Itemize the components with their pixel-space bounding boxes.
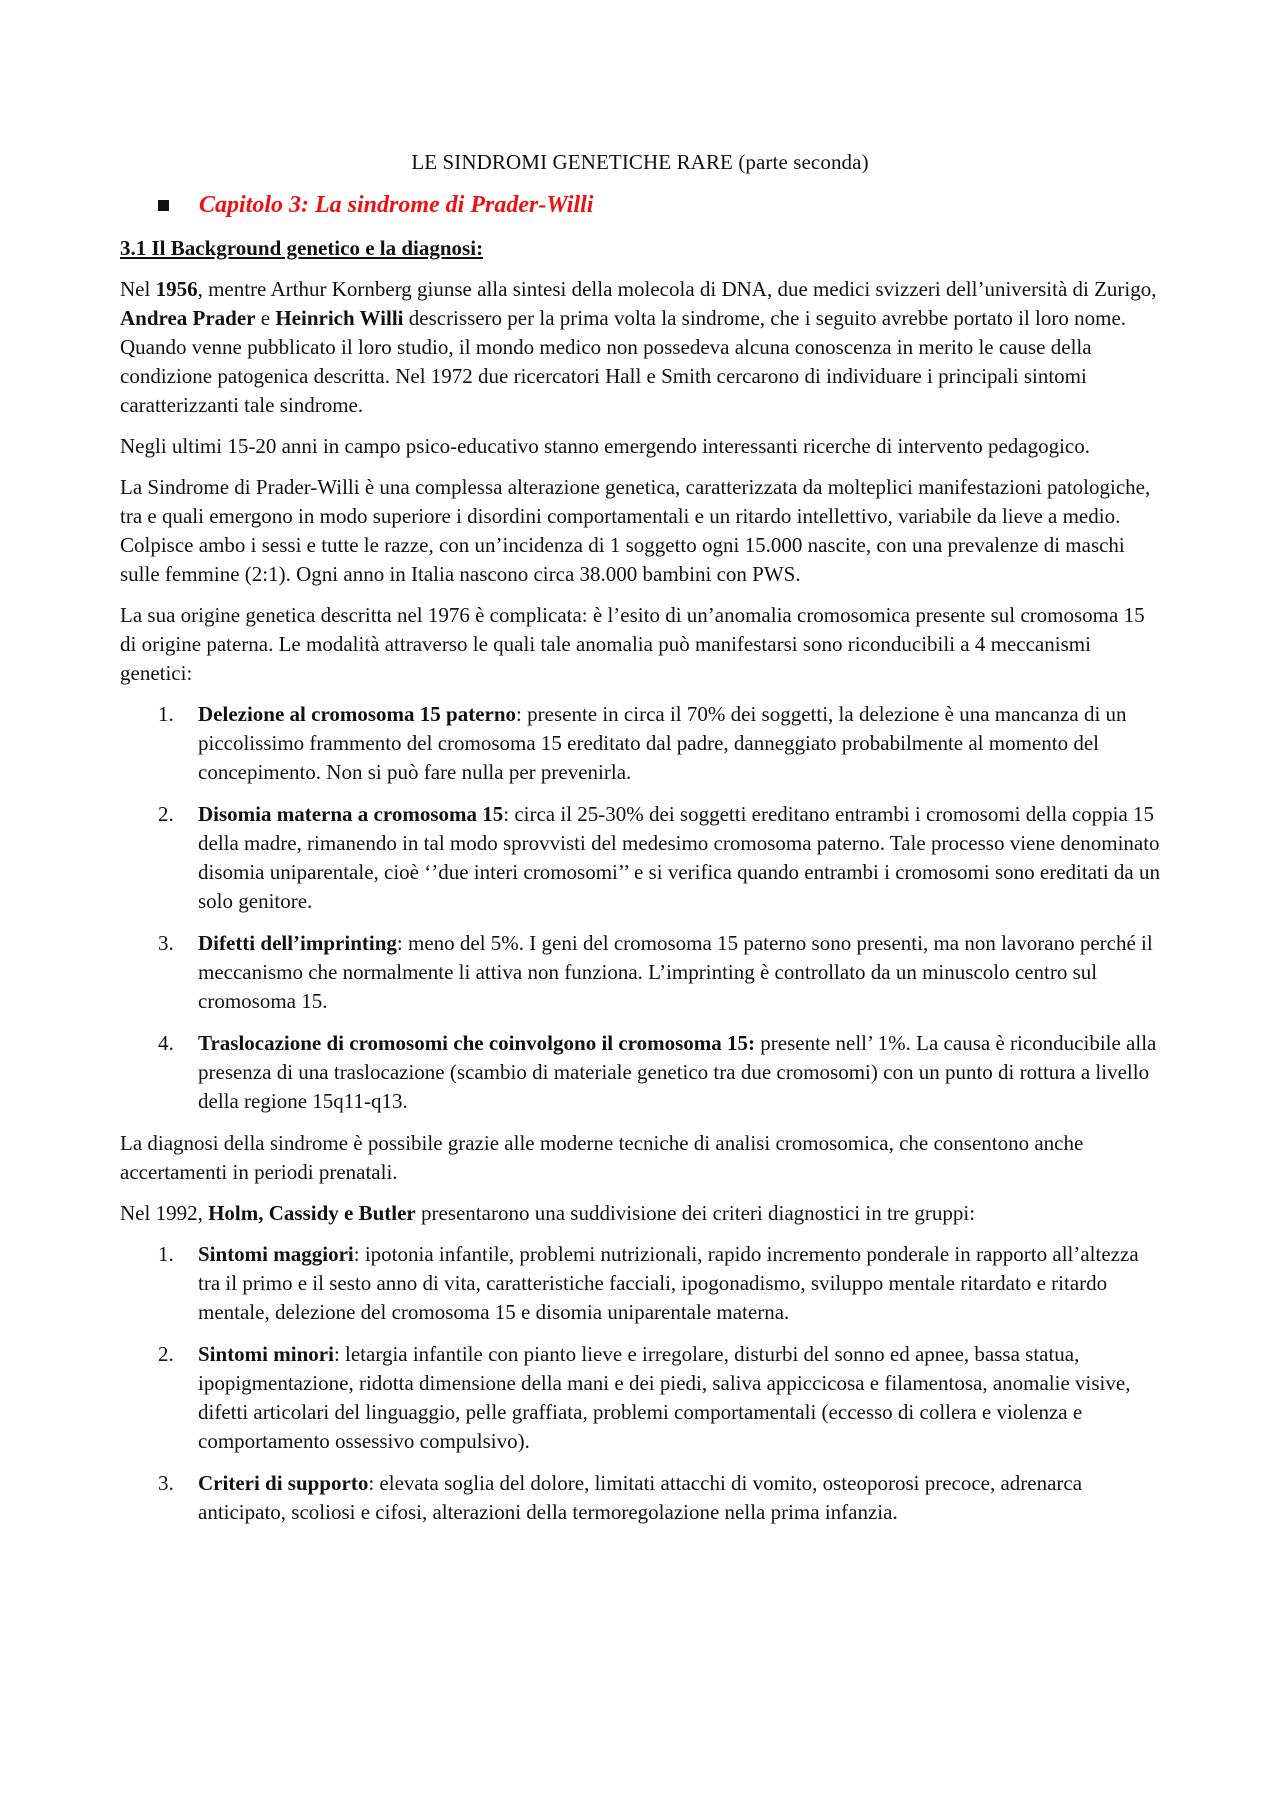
text-span: Nel 1992, — [120, 1201, 209, 1225]
list-item — [120, 929, 1160, 1016]
list-item-term: Sintomi minori — [198, 1342, 334, 1366]
list-item-term: Difetti dell’imprinting — [198, 931, 397, 955]
list-item — [120, 700, 1160, 787]
list-number: 4. — [158, 1031, 174, 1055]
criteria-list — [120, 1240, 1160, 1527]
paragraph-diagnosis: La diagnosi della sindrome è possibile grazie alle moderne tecniche di analisi cromosomica, che consentono anche accertamenti in periodi prenatali. — [120, 1131, 1084, 1184]
paragraph-criteria-intro — [120, 1199, 1160, 1228]
list-item-term: Delezione al cromosoma 15 paterno — [198, 702, 517, 726]
list-item-text: : presente in circa il 70% dei soggetti, la delezione è una mancanza di un piccolissimo frammento del cromosoma 15 ereditato dal padre, danneggiato probabilmente al momento del concepimento. Non si può fare nulla per prevenirla. — [198, 702, 1127, 784]
bold-name-willi: Heinrich Willi — [275, 306, 404, 330]
list-item-term: Sintomi maggiori — [198, 1242, 354, 1266]
paragraph-research: Negli ultimi 15-20 anni in campo psico-educativo stanno emergendo interessanti ricerche di intervento pedagogico. — [120, 434, 1090, 458]
text-span: presentarono una suddivisione dei criteri diagnostici in tre gruppi: — [415, 1201, 976, 1225]
text-span: e — [255, 306, 276, 330]
list-item-text: : meno del 5%. I geni del cromosoma 15 paterno sono presenti, ma non lavorano perché il meccanismo che normalmente li attiva non funziona. L’imprinting è controllato da un minuscolo centro sul cromosoma 15. — [198, 931, 1153, 1013]
bold-authors: Holm, Cassidy e Butler — [208, 1201, 416, 1225]
text-span: Nel — [120, 277, 156, 301]
list-item-text: presente nell’ 1%. La causa è riconducibile alla presenza di una traslocazione (scambio di materiale genetico tra due cromosomi) con un punto di rottura a livello della regione 15q11-q13. — [198, 1031, 1157, 1113]
document-body — [120, 148, 1160, 1540]
list-number: 2. — [158, 1342, 174, 1366]
list-item — [120, 1240, 1160, 1327]
list-item-text: : letargia infantile con pianto lieve e irregolare, disturbi del sonno ed apnee, bassa statua, ipopigmentazione, ridotta dimensione della mani e dei piedi, saliva appiccicosa e filamentosa, anomalie visive, difetti articolari del linguaggio, pelle graffiata, problemi comportamentali (eccesso di collera e violenza e comportamento ossessivo compulsivo). — [198, 1342, 1131, 1453]
chapter-heading — [158, 191, 1160, 220]
list-number: 1. — [158, 1242, 174, 1266]
list-item-term: Criteri di supporto — [198, 1471, 369, 1495]
bold-name-prader: Andrea Prader — [120, 306, 256, 330]
square-bullet-icon — [158, 200, 169, 211]
list-item — [120, 1340, 1160, 1456]
list-item-text: : ipotonia infantile, problemi nutrizionali, rapido incremento ponderale in rapporto all’altezza tra il primo e il sesto anno di vita, caratteristiche facciali, ipogonadismo, sviluppo mentale ritardato e ritardo mentale, delezione del cromosoma 15 e disomia uniparentale materna. — [198, 1242, 1139, 1324]
text-span: descrissero per la prima volta la sindrome, che i seguito avrebbe portato il loro nome. Quando venne pubblicato il loro studio, il mondo medico non possedeva alcuna conoscenza in merito le cause della condizione patogenica descritta. Nel 1972 due ricercatori Hall e Smith cercarono di individuare i principali sintomi caratterizzanti tale sindrome. — [120, 306, 1127, 417]
paragraph-history — [120, 275, 1160, 420]
section-heading: 3.1 Il Background genetico e la diagnosi: — [120, 236, 484, 260]
list-item-term: Traslocazione di cromosomi che coinvolgono il cromosoma 15: — [198, 1031, 756, 1055]
paragraph-description: La Sindrome di Prader-Willi è una complessa alterazione genetica, caratterizzata da molteplici manifestazioni patologiche, tra e quali emergono in modo superiore i disordini comportamentali e un ritardo intellettivo, variabile da lieve a medio. Colpisce ambo i sessi e tutte le razze, con un’incidenza di 1 soggetto ogni 15.000 nascite, con una prevalenze di maschi sulle femmine (2:1). Ogni anno in Italia nascono circa 38.000 bambini con PWS. — [120, 475, 1151, 586]
list-item-text: : circa il 25-30% dei soggetti ereditano entrambi i cromosomi della coppia 15 della madre, rimanendo in tal modo sprovvisti del medesimo cromosoma paterno. Tale processo viene denominato disomia uniparentale, cioè ‘’due interi cromosomi’’ e si verifica quando entrambi i cromosomi sono ereditati da un solo genitore. — [198, 802, 1161, 913]
paragraph-origin: La sua origine genetica descritta nel 1976 è complicata: è l’esito di un’anomalia cromosomica presente sul cromosoma 15 di origine paterna. Le modalità attraverso le quali tale anomalia può manifestarsi sono riconducibili a 4 meccanismi genetici: — [120, 603, 1145, 685]
list-item — [120, 1469, 1160, 1527]
list-number: 2. — [158, 802, 174, 826]
list-number: 3. — [158, 931, 174, 955]
document-title: LE SINDROMI GENETICHE RARE (parte seconda) — [411, 150, 869, 174]
mechanisms-list — [120, 700, 1160, 1116]
text-span: , mentre Arthur Kornberg giunse alla sintesi della molecola di DNA, due medici svizzeri dell’università di Zurigo, — [197, 277, 1157, 301]
list-item-term: Disomia materna a cromosoma 15 — [198, 802, 504, 826]
list-item — [120, 1029, 1160, 1116]
list-number: 3. — [158, 1471, 174, 1495]
list-item-text: : elevata soglia del dolore, limitati attacchi di vomito, osteoporosi precoce, adrenarca anticipato, scoliosi e cifosi, alterazioni della termoregolazione nella prima infanzia. — [198, 1471, 1083, 1524]
bold-year: 1956 — [155, 277, 198, 301]
list-item — [120, 800, 1160, 916]
chapter-title: Capitolo 3: La sindrome di Prader-Willi — [199, 192, 594, 218]
list-number: 1. — [158, 702, 174, 726]
